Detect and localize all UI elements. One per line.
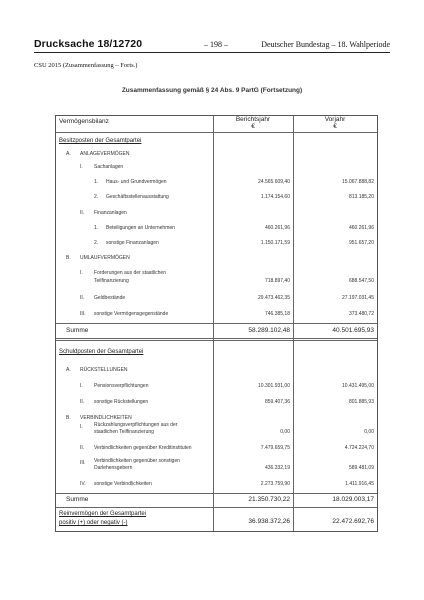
assets-sum-prior: 40.501.695,93: [332, 327, 374, 334]
net-assets-sign-label: positiv (+) oder negativ (-): [59, 520, 128, 526]
value-prior: 460.261,96: [348, 225, 374, 231]
value-current: 436.332,19: [264, 465, 290, 471]
row-label: I.: [80, 164, 83, 170]
row-text: Sachanlagen: [94, 164, 124, 170]
value-prior: 1.411.916,45: [345, 481, 374, 487]
liabilities-sum-label: Summe: [66, 496, 89, 503]
row-text: Finanzanlagen: [94, 210, 127, 216]
column-header-prior: Vorjahr: [324, 116, 346, 123]
row-text: Geldbestände: [94, 295, 126, 301]
assets-sum-label: Summe: [66, 327, 89, 334]
value-prior: 373.480,72: [348, 311, 374, 317]
liabilities-heading: Schuldposten der Gesamtpartei: [59, 349, 144, 355]
liabilities-sum-current: 21.350.730,22: [248, 496, 290, 503]
value-prior: 813.185,20: [348, 194, 374, 200]
row-label: III.: [80, 460, 86, 466]
subheader: CSU 2015 (Zusammenfassung – Forts.): [34, 62, 138, 69]
row-label: A.: [66, 151, 71, 157]
value-current: 29.473.462,35: [258, 295, 290, 301]
row-divider: [56, 338, 377, 339]
row-text: UMLAUFVERMÖGEN: [80, 255, 130, 261]
row-label: 1.: [94, 225, 99, 231]
row-text: Darlehensgebern: [94, 465, 133, 471]
value-current: 0,00: [280, 429, 290, 435]
row-text: Forderungen aus der staatlichen: [94, 270, 166, 276]
row-text: Rückzahlungsverpflichtungen aus der: [94, 422, 178, 428]
value-current: 1.174.154,60: [260, 194, 290, 200]
row-text: Verbindlichkeiten gegenüber sonstigen: [94, 458, 180, 464]
net-assets-label: Reinvermögen der Gesamtpartei: [59, 511, 147, 517]
row-text: sonstige Vermögensgegenstände: [94, 311, 169, 317]
page-title: Zusammenfassung gemäß § 24 Abs. 9 PartG (Fortsetzung): [121, 87, 303, 94]
value-prior: 27.197.031,45: [342, 295, 374, 301]
value-current: 7.479.659,75: [260, 445, 290, 451]
row-text: RÜCKSTELLUNGEN: [80, 367, 128, 373]
row-label: III.: [80, 311, 86, 317]
row-text: staatlichen Teilfinanzierung: [94, 429, 154, 435]
row-label: 2.: [94, 240, 99, 246]
currency-current: €: [251, 123, 255, 130]
row-text: sonstige Verbindlichkeiten: [94, 481, 152, 487]
value-prior: 10.431.495,00: [342, 383, 374, 389]
value-prior: 688.547,50: [348, 278, 374, 284]
row-text: Geschäftsstellenausstattung: [106, 194, 169, 200]
value-prior: 0,00: [364, 429, 374, 435]
row-divider: [56, 507, 377, 508]
value-current: 1.150.171,59: [260, 240, 290, 246]
row-divider: [56, 340, 377, 341]
document-number: Drucksache 18/12720: [34, 38, 143, 50]
liabilities-sum-prior: 18.029.003,17: [332, 496, 374, 503]
row-label: II.: [80, 210, 85, 216]
value-current: 24.565.609,40: [258, 179, 290, 185]
assets-heading: Besitzposten der Gesamtpartei: [59, 138, 142, 144]
value-current: 460.261,96: [264, 225, 290, 231]
net-assets-current: 36.938.372,26: [248, 518, 290, 525]
row-text: Teilfinanzierung: [94, 278, 129, 284]
value-current: 718.897,40: [264, 278, 290, 284]
value-prior: 589.481,09: [348, 465, 374, 471]
value-current: 859.407,36: [264, 399, 290, 405]
row-text: sonstige Rückstellungen: [94, 399, 149, 405]
row-label: II.: [80, 445, 85, 451]
value-prior: 951.657,20: [348, 240, 374, 246]
row-text: sonstige Finanzanlagen: [106, 240, 159, 246]
row-divider: [56, 323, 377, 324]
row-text: Beteiligungen an Unternehmen: [106, 225, 175, 231]
page-header: [34, 38, 390, 53]
value-prior: 801.885,93: [348, 399, 374, 405]
value-current: 2.273.759,90: [260, 481, 290, 487]
row-label: B.: [66, 255, 71, 261]
row-label: A.: [66, 367, 71, 373]
page-number: – 198 –: [204, 40, 228, 49]
row-label: 2.: [94, 194, 99, 200]
row-label: I.: [80, 270, 83, 276]
value-prior: 4.724.224,70: [344, 445, 374, 451]
row-text: Haus- und Grundvermögen: [106, 179, 167, 185]
row-label: I.: [80, 424, 83, 430]
column-header-current: Berichtsjahr: [235, 116, 271, 123]
row-text: Pensionsverpflichtungen: [94, 383, 149, 389]
column-header-label: Vermögensbilanz: [59, 118, 109, 125]
row-label: II.: [80, 295, 85, 301]
row-label: II.: [80, 399, 85, 405]
value-current: 746.385,18: [264, 311, 290, 317]
currency-prior: €: [333, 123, 337, 130]
row-label: 1.: [94, 179, 99, 185]
net-assets-prior: 22.472.692,76: [332, 518, 374, 525]
value-current: 10.301.931,00: [258, 383, 290, 389]
balance-sheet-table: [55, 115, 378, 532]
value-prior: 15.067.888,82: [342, 179, 374, 185]
header-divider: [56, 132, 377, 133]
row-text: ANLAGEVERMÖGEN: [80, 151, 130, 157]
assets-sum-current: 58.289.102,48: [248, 327, 290, 334]
row-label: IV.: [80, 481, 86, 487]
row-label: B.: [66, 415, 71, 421]
row-text: Verbindlichkeiten gegenüber Kreditinstituten: [94, 445, 192, 451]
row-divider: [56, 493, 377, 494]
row-text: VERBINDLICHKEITEN: [80, 415, 132, 421]
row-label: I.: [80, 383, 83, 389]
publisher: Deutscher Bundestag – 18. Wahlperiode: [261, 40, 390, 49]
